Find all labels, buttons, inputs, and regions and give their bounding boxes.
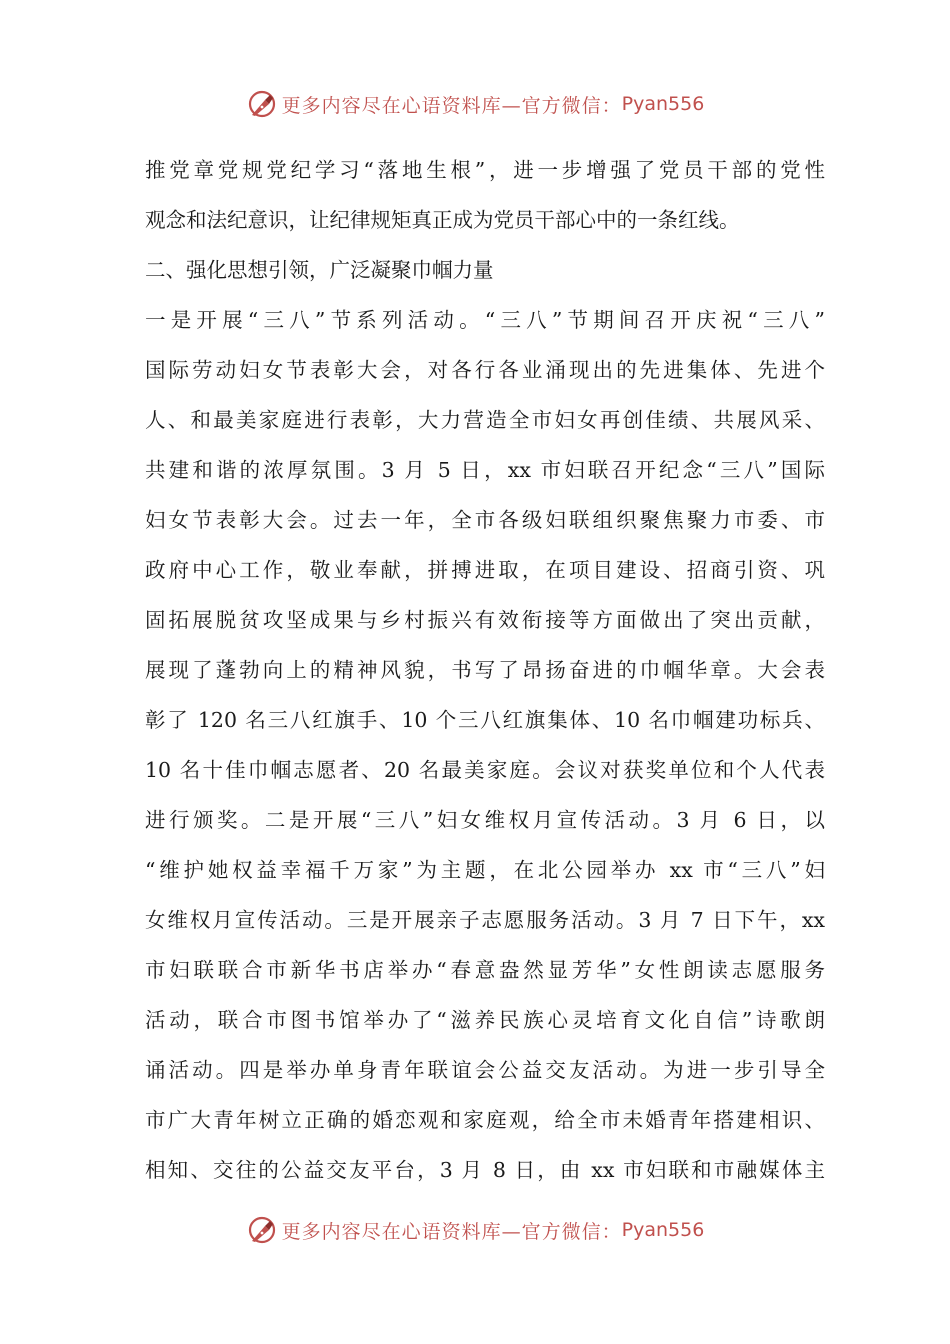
text-line: 推党章党规党纪学习“落地生根”，进一步增强了党员干部的党性 <box>145 158 825 182</box>
text-line: 活动，联合市图书馆举办了“滋养民族心灵培育文化自信”诗歌朗 <box>145 1008 825 1032</box>
watermark-wechat-id: Pyan556 <box>621 93 705 115</box>
text-line: 政府中心工作，敬业奉献，拼搏进取，在项目建设、招商引资、巩 <box>145 558 825 582</box>
pen-nib-circle-icon <box>246 1214 278 1246</box>
document-body <box>145 145 825 1195</box>
text-line: 共建和谐的浓厚氛围。3 月 5 日，xx 市妇联召开纪念“三八”国际 <box>145 458 825 482</box>
section-heading: 二、强化思想引领，广泛凝聚巾帼力量 <box>145 258 494 282</box>
text-line: 女维权月宣传活动。三是开展亲子志愿服务活动。3 月 7 日下午，xx <box>145 908 825 932</box>
text-line: 妇女节表彰大会。过去一年，全市各级妇联组织聚焦聚力市委、市 <box>145 508 825 532</box>
text-line: 诵活动。四是举办单身青年联谊会公益交友活动。为进一步引导全 <box>145 1058 825 1082</box>
text-line: 彰了 120 名三八红旗手、10 个三八红旗集体、10 名巾帼建功标兵、 <box>145 708 825 732</box>
text-line: 观念和法纪意识，让纪律规矩真正成为党员干部心中的一条红线。 <box>145 208 740 232</box>
header-watermark <box>0 84 950 124</box>
text-line: 一是开展“三八”节系列活动。“三八”节期间召开庆祝“三八” <box>145 308 825 332</box>
text-line: 人、和最美家庭进行表彰，大力营造全市妇女再创佳绩、共展风采、 <box>145 408 825 432</box>
pen-nib-circle-icon <box>246 88 278 120</box>
text-line: 国际劳动妇女节表彰大会，对各行各业涌现出的先进集体、先进个 <box>145 358 825 382</box>
text-line: 市广大青年树立正确的婚恋观和家庭观，给全市未婚青年搭建相识、 <box>145 1108 825 1132</box>
text-line: 进行颁奖。二是开展“三八”妇女维权月宣传活动。3 月 6 日，以 <box>145 808 825 832</box>
footer-watermark <box>0 1210 950 1250</box>
text-line: 固拓展脱贫攻坚成果与乡村振兴有效衔接等方面做出了突出贡献， <box>145 608 825 632</box>
text-line: “维护她权益幸福千万家”为主题，在北公园举办 xx 市“三八”妇 <box>145 858 825 882</box>
text-line: 展现了蓬勃向上的精神风貌，书写了昂扬奋进的巾帼华章。大会表 <box>145 658 825 682</box>
text-line: 市妇联联合市新华书店举办“春意盎然显芳华”女性朗读志愿服务 <box>145 958 825 982</box>
watermark-text: 更多内容尽在心语资料库—官方微信： <box>281 94 622 117</box>
watermark-text: 更多内容尽在心语资料库—官方微信： <box>281 1220 622 1243</box>
watermark-wechat-id: Pyan556 <box>621 1219 705 1241</box>
text-line: 相知、交往的公益交友平台，3 月 8 日，由 xx 市妇联和市融媒体主 <box>145 1158 825 1182</box>
text-line: 10 名十佳巾帼志愿者、20 名最美家庭。会议对获奖单位和个人代表 <box>145 758 825 782</box>
